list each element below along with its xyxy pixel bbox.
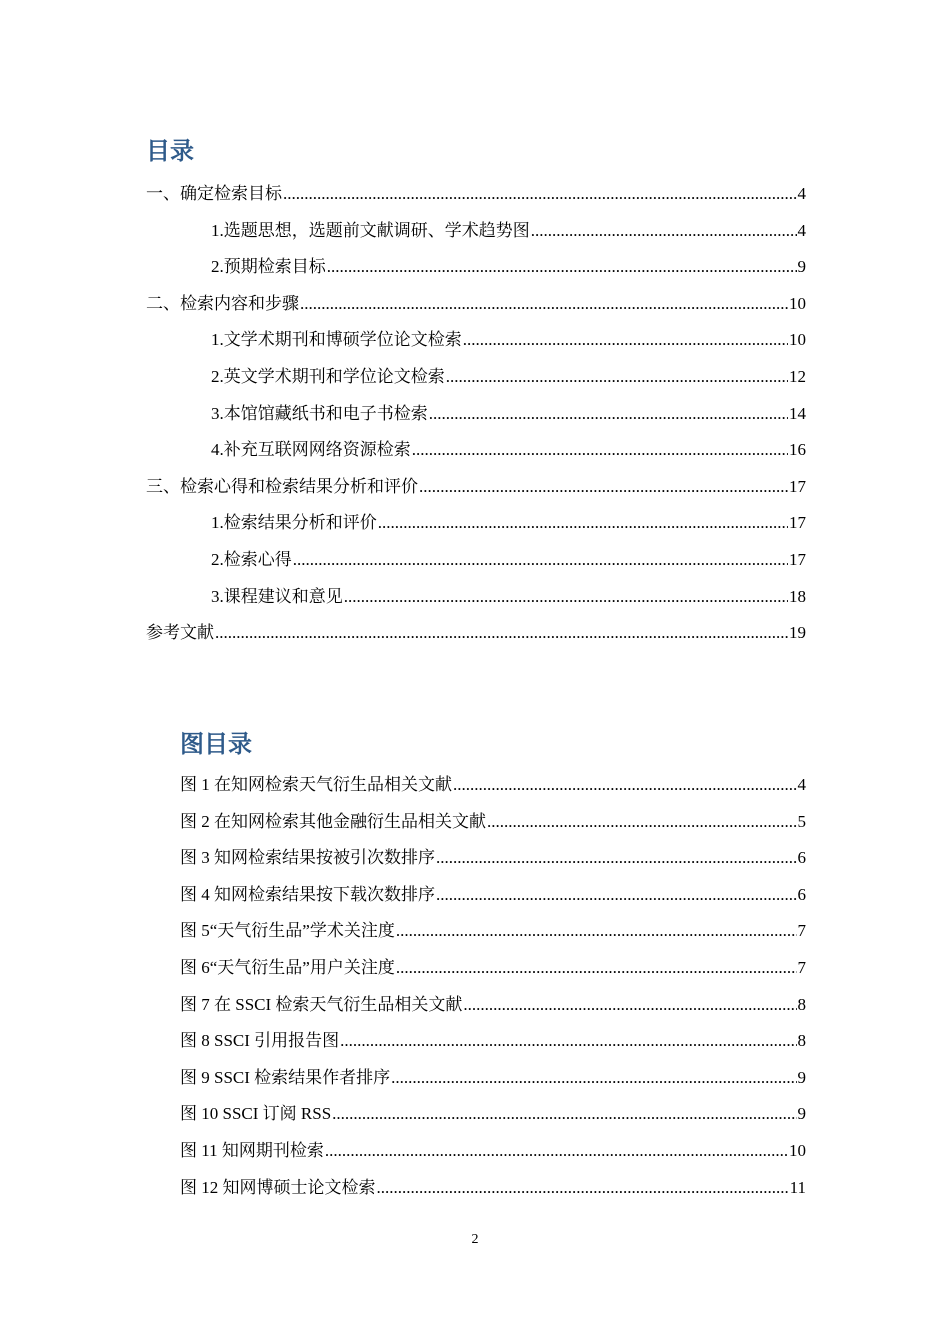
figure-entry-label: 图 10 SSCI 订阅 RSS (180, 1104, 332, 1124)
toc-entry-label: 1.选题思想，选题前文献调研、学术趋势图 (211, 220, 530, 240)
page-number: 2 (471, 1232, 479, 1247)
toc-entry[interactable] (146, 615, 806, 651)
toc-entry-page-number: 17 (789, 550, 806, 569)
toc-entry[interactable] (211, 213, 806, 249)
toc-entry[interactable] (146, 286, 806, 322)
dot-leader (412, 432, 788, 468)
toc-entry-page-number: 10 (789, 330, 806, 350)
figure-entry-label: 图 12 知网博硕士论文检索 (180, 1177, 376, 1197)
dot-leader (429, 396, 788, 432)
dot-leader (325, 1133, 788, 1169)
figure-entry[interactable] (180, 1060, 806, 1096)
figure-entry-page-number: 5 (797, 811, 806, 831)
toc-entry[interactable] (146, 469, 806, 505)
figure-entry-label: 图 2 在知网检索其他金融衍生品相关文献 (180, 811, 486, 831)
toc-entry-label: 2.预期检索目标 (211, 257, 326, 277)
figure-entry[interactable] (180, 767, 806, 803)
dot-leader (283, 176, 797, 212)
toc-entry[interactable] (211, 432, 806, 468)
figure-entry-page-number: 6 (797, 848, 806, 868)
toc-entry[interactable] (146, 176, 806, 212)
toc-entry-page-number: 18 (789, 586, 806, 606)
toc-entry-label: 2.检索心得 (211, 550, 292, 569)
dot-leader (344, 579, 788, 615)
toc-entry-page-number: 12 (789, 367, 806, 386)
figure-entry-page-number: 8 (797, 994, 806, 1014)
figure-entry-page-number: 10 (789, 1141, 806, 1160)
figure-entry-label: 图 5“天气衍生品”学术关注度 (180, 921, 395, 941)
dot-leader (396, 913, 797, 949)
figure-list-heading: 图目录 (180, 730, 252, 758)
figure-entry[interactable] (180, 1096, 806, 1132)
figure-entry-page-number: 7 (797, 921, 806, 941)
toc-entry-page-number: 16 (789, 440, 806, 460)
figure-entry-label: 图 11 知网期刊检索 (180, 1141, 324, 1160)
dot-leader (463, 987, 796, 1023)
toc-entry-page-number: 4 (797, 184, 806, 203)
dot-leader (463, 322, 788, 358)
toc-entry-page-number: 9 (797, 257, 806, 277)
dot-leader (332, 1096, 796, 1132)
toc-entry-page-number: 19 (789, 623, 806, 643)
dot-leader (215, 615, 788, 651)
figure-entry-label: 图 3 知网检索结果按被引次数排序 (180, 848, 435, 868)
figure-entry[interactable] (180, 950, 806, 986)
figure-entry-page-number: 8 (797, 1031, 806, 1051)
dot-leader (300, 286, 788, 322)
dot-leader (436, 840, 797, 876)
figure-entry-page-number: 7 (797, 958, 806, 977)
toc-entry[interactable] (211, 249, 806, 285)
toc-heading: 目录 (146, 137, 194, 165)
dot-leader (396, 950, 797, 986)
figure-entry-page-number: 9 (797, 1067, 806, 1087)
figure-entry[interactable] (180, 804, 806, 840)
figure-entry[interactable] (180, 840, 806, 876)
toc-entry-page-number: 10 (789, 293, 806, 313)
toc-entry[interactable] (211, 542, 806, 578)
figure-entry[interactable] (180, 987, 806, 1023)
dot-leader (377, 1170, 789, 1206)
toc-entry-label: 二、检索内容和步骤 (146, 293, 299, 313)
dot-leader (340, 1023, 796, 1059)
toc-entry-label: 1.文学术期刊和博硕学位论文检索 (211, 330, 462, 350)
toc-entry-label: 4.补充互联网网络资源检索 (211, 440, 411, 460)
toc-entry-label: 3.本馆馆藏纸书和电子书检索 (211, 403, 428, 423)
dot-leader (487, 804, 797, 840)
figure-entry-label: 图 1 在知网检索天气衍生品相关文献 (180, 775, 452, 794)
toc-entry-label: 三、检索心得和检索结果分析和评价 (146, 476, 418, 496)
toc-entry-page-number: 4 (797, 220, 806, 240)
figure-entry[interactable] (180, 1170, 806, 1206)
toc-entry-page-number: 14 (789, 403, 806, 423)
figure-entry-page-number: 4 (797, 775, 806, 794)
figure-entry-label: 图 4 知网检索结果按下载次数排序 (180, 884, 435, 904)
figure-entry[interactable] (180, 1133, 806, 1169)
figure-entry[interactable] (180, 877, 806, 913)
dot-leader (391, 1060, 796, 1096)
figure-entry-label: 图 9 SSCI 检索结果作者排序 (180, 1067, 391, 1087)
dot-leader (531, 213, 797, 249)
figure-entry-label: 图 8 SSCI 引用报告图 (180, 1031, 340, 1051)
toc-entry[interactable] (211, 322, 806, 358)
figure-entry-label: 图 7 在 SSCI 检索天气衍生品相关文献 (180, 994, 463, 1014)
figure-entry[interactable] (180, 1023, 806, 1059)
toc-entry-label: 一、确定检索目标 (146, 184, 282, 203)
toc-entry[interactable] (211, 396, 806, 432)
toc-entry-page-number: 17 (789, 476, 806, 496)
figure-entry[interactable] (180, 913, 806, 949)
dot-leader (446, 359, 788, 395)
figure-entry-page-number: 11 (789, 1177, 806, 1197)
toc-entry-label: 1.检索结果分析和评价 (211, 513, 377, 533)
dot-leader (419, 469, 788, 505)
dot-leader (436, 877, 797, 913)
dot-leader (453, 767, 797, 803)
toc-entry-label: 3.课程建议和意见 (211, 586, 343, 606)
toc-entry-label: 2.英文学术期刊和学位论文检索 (211, 367, 445, 386)
figure-entry-label: 图 6“天气衍生品”用户关注度 (180, 958, 395, 977)
toc-entry[interactable] (211, 359, 806, 395)
dot-leader (327, 249, 797, 285)
dot-leader (293, 542, 788, 578)
toc-entry[interactable] (211, 505, 806, 541)
toc-entry-label: 参考文献 (146, 623, 214, 643)
dot-leader (378, 505, 788, 541)
toc-entry[interactable] (211, 579, 806, 615)
toc-entry-page-number: 17 (789, 513, 806, 533)
figure-entry-page-number: 9 (797, 1104, 806, 1124)
figure-entry-page-number: 6 (797, 884, 806, 904)
